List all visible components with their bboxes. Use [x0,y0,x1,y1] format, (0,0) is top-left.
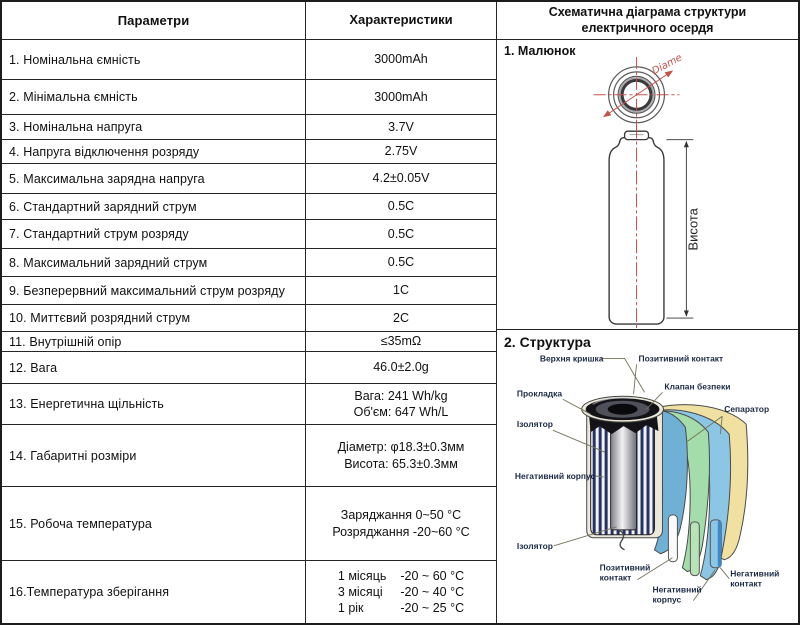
value-cell: 0.5C [387,255,415,270]
table-row [2,164,496,194]
value-cell [306,561,496,623]
jelly-roll [587,412,663,550]
green-strip [690,522,699,576]
figure-drawing-section [497,40,798,330]
param-cell: 5. Максимальна зарядна напруга [2,164,306,193]
param-cell: 15. Робоча температура [2,487,306,560]
value-cell: 3.7V [388,119,414,134]
param-cell: 2. Мінімальна ємність [2,80,306,114]
table-row [2,115,496,140]
value-cell: 1C [393,283,409,298]
table-row [2,561,496,623]
table-row [2,425,496,487]
table-row [2,220,496,249]
table-header-row [2,2,496,40]
callout-negative-case-bottom: Негативний [652,584,702,595]
table-row [2,277,496,305]
table-row [2,332,496,352]
value-cell: 3000mAh [374,52,428,67]
param-cell: 16.Температура зберігання [2,561,306,623]
column-header-parameters: Параметри [2,2,306,39]
value-cell: 4.2±0.05V [372,171,430,186]
param-cell: 10. Миттєвий розрядний струм [2,305,306,331]
callout-top-cap: Верхня кришка [539,353,604,364]
param-cell: 14. Габаритні розміри [2,425,306,486]
callout-negative-contact: Негативний [730,568,780,579]
value-cell: Вага: 241 Wh/kg Об'єм: 647 Wh/L [353,388,449,419]
figure-structure-section [497,330,798,623]
param-cell: 6. Стандартний зарядний струм [2,194,306,219]
param-cell: 13. Енергетична щільність [2,384,306,424]
callout-negative-case-left: Негативний корпус [514,470,596,481]
table-row [2,80,496,115]
param-cell: 12. Вага [2,352,306,383]
figure2-label: 2. Структура [504,334,591,350]
negative-tab-edge [718,521,721,567]
table-row [2,249,496,277]
value-cell: 3000mAh [374,89,428,104]
value-cell: 2C [393,310,409,325]
table-row [2,194,496,220]
diameter-label: Diame [650,52,685,78]
param-cell: 1. Номінальна ємність [2,40,306,79]
spec-table [2,2,496,623]
value-cell: 46.0±2.0g [373,360,429,375]
value-cell: 0.5C [387,199,415,214]
value-cell: 2.75V [384,144,418,159]
table-row [2,352,496,384]
svg-text:контакт: контакт [599,572,632,583]
figure1-label: 1. Малюнок [504,44,576,58]
callout-safety-valve: Клапан безпеки [664,381,731,392]
column-header-characteristics: Характеристики [349,12,453,28]
callout-positive-contact-bottom: Позитивний [599,562,651,573]
table-row [2,487,496,561]
value-cell: Заряджання 0~50 °C Розряджання -20~60 °C [332,508,470,539]
table-row [2,305,496,332]
svg-text:корпус: корпус [652,594,682,605]
contact-strips [668,515,721,576]
svg-text:контакт: контакт [730,578,762,589]
value-cell: ≤35mΩ [380,334,422,349]
schematic-panel [496,2,798,623]
positive-tab-strip [668,515,677,562]
table-row [2,384,496,425]
callout-separator: Сепаратор [724,404,770,415]
param-cell: 9. Безперервний максимальний струм розряду [2,277,306,304]
param-cell: 11. Внутрішній опір [2,332,306,351]
schematic-panel-title: Схематична діаграма структури електричного осердя [497,2,798,40]
param-cell: 8. Максимальний зарядний струм [2,249,306,276]
param-cell: 3. Номінальна напруга [2,115,306,139]
value-cell: Діаметр: φ18.3±0.3мм Висота: 65.3±0.3мм [337,440,465,471]
table-row [2,40,496,80]
callout-positive-contact: Позитивний контакт [638,353,724,364]
battery-drawing [497,40,798,329]
callout-insulator-top: Ізолятор [516,419,553,430]
value-cell: 0.5C [387,226,415,241]
param-cell: 4. Напруга відключення розряду [2,140,306,163]
structure-diagram [497,330,798,623]
callout-insulator-bottom: Ізолятор [516,540,553,551]
storage-temperature-list: 1 місяць -20 ~ 60 °C 3 місяці -20 ~ 40 °C 1 рік -20 ~ 25 °C [337,568,465,616]
table-row [2,140,496,164]
height-label: Висота [685,208,701,251]
callout-gasket: Прокладка [516,388,563,399]
center-pin [611,420,637,530]
param-cell: 7. Стандартний струм розряду [2,220,306,248]
